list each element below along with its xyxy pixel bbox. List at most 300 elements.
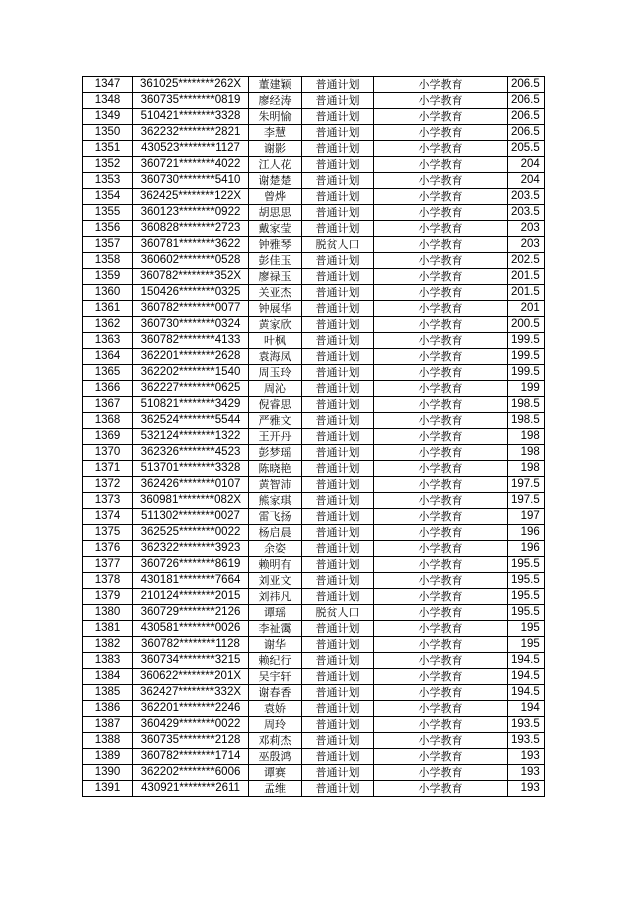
table-row (83, 253, 545, 269)
score-cell: 194.5 (508, 669, 545, 685)
table-row (83, 477, 545, 493)
seq-cell: 1355 (83, 205, 133, 221)
seq-cell: 1381 (83, 621, 133, 637)
seq-cell: 1366 (83, 381, 133, 397)
student-name-cell: 谢楚楚 (249, 173, 302, 189)
id-number-cell: 361025********262X (133, 77, 249, 93)
table-row (83, 541, 545, 557)
score-cell: 195 (508, 621, 545, 637)
score-cell: 193 (508, 781, 545, 797)
plan-type-cell: 普通计划 (302, 445, 374, 461)
table-row (83, 781, 545, 797)
table-row (83, 269, 545, 285)
seq-cell: 1361 (83, 301, 133, 317)
id-number-cell: 511302********0027 (133, 509, 249, 525)
score-cell: 198 (508, 445, 545, 461)
seq-cell: 1365 (83, 365, 133, 381)
major-cell: 小学教育 (374, 685, 508, 701)
id-number-cell: 150426********0325 (133, 285, 249, 301)
score-cell: 202.5 (508, 253, 545, 269)
id-number-cell: 362322********3923 (133, 541, 249, 557)
plan-type-cell: 普通计划 (302, 301, 374, 317)
id-number-cell: 360622********201X (133, 669, 249, 685)
plan-type-cell: 普通计划 (302, 221, 374, 237)
student-name-cell: 江人花 (249, 157, 302, 173)
student-name-cell: 董建颖 (249, 77, 302, 93)
score-cell: 204 (508, 157, 545, 173)
seq-cell: 1379 (83, 589, 133, 605)
table-row (83, 413, 545, 429)
major-cell: 小学教育 (374, 141, 508, 157)
major-cell: 小学教育 (374, 173, 508, 189)
id-number-cell: 532124********1322 (133, 429, 249, 445)
plan-type-cell: 普通计划 (302, 717, 374, 733)
student-name-cell: 巫殷鸿 (249, 749, 302, 765)
student-name-cell: 周沁 (249, 381, 302, 397)
plan-type-cell: 普通计划 (302, 461, 374, 477)
plan-type-cell: 普通计划 (302, 765, 374, 781)
major-cell: 小学教育 (374, 269, 508, 285)
plan-type-cell: 普通计划 (302, 573, 374, 589)
table-row (83, 621, 545, 637)
score-cell: 203.5 (508, 189, 545, 205)
id-number-cell: 360781********3622 (133, 237, 249, 253)
score-cell: 201 (508, 301, 545, 317)
table-row (83, 93, 545, 109)
id-number-cell: 362202********6006 (133, 765, 249, 781)
table-row (83, 381, 545, 397)
plan-type-cell: 普通计划 (302, 621, 374, 637)
table-row (83, 301, 545, 317)
seq-cell: 1383 (83, 653, 133, 669)
student-name-cell: 杨启晨 (249, 525, 302, 541)
score-cell: 206.5 (508, 93, 545, 109)
table-row (83, 637, 545, 653)
seq-cell: 1391 (83, 781, 133, 797)
seq-cell: 1354 (83, 189, 133, 205)
score-cell: 194.5 (508, 653, 545, 669)
id-number-cell: 360429********0022 (133, 717, 249, 733)
seq-cell: 1389 (83, 749, 133, 765)
major-cell: 小学教育 (374, 589, 508, 605)
major-cell: 小学教育 (374, 573, 508, 589)
score-cell: 205.5 (508, 141, 545, 157)
plan-type-cell: 普通计划 (302, 381, 374, 397)
student-name-cell: 周玉玲 (249, 365, 302, 381)
student-name-cell: 谢影 (249, 141, 302, 157)
score-cell: 194.5 (508, 685, 545, 701)
score-cell: 198 (508, 461, 545, 477)
seq-cell: 1349 (83, 109, 133, 125)
score-cell: 195.5 (508, 589, 545, 605)
student-name-cell: 彭梦瑶 (249, 445, 302, 461)
major-cell: 小学教育 (374, 349, 508, 365)
table-row (83, 333, 545, 349)
score-cell: 195.5 (508, 605, 545, 621)
student-name-cell: 刘祎凡 (249, 589, 302, 605)
student-name-cell: 李祉霭 (249, 621, 302, 637)
plan-type-cell: 普通计划 (302, 141, 374, 157)
major-cell: 小学教育 (374, 541, 508, 557)
seq-cell: 1384 (83, 669, 133, 685)
id-number-cell: 430523********1127 (133, 141, 249, 157)
table-row (83, 509, 545, 525)
major-cell: 小学教育 (374, 701, 508, 717)
seq-cell: 1376 (83, 541, 133, 557)
student-name-cell: 朱明愉 (249, 109, 302, 125)
id-number-cell: 362326********4523 (133, 445, 249, 461)
major-cell: 小学教育 (374, 125, 508, 141)
seq-cell: 1359 (83, 269, 133, 285)
major-cell: 小学教育 (374, 653, 508, 669)
score-cell: 197.5 (508, 493, 545, 509)
score-cell: 204 (508, 173, 545, 189)
id-number-cell: 360730********0324 (133, 317, 249, 333)
seq-cell: 1378 (83, 573, 133, 589)
student-name-cell: 袁海凤 (249, 349, 302, 365)
table-row (83, 733, 545, 749)
table-row (83, 173, 545, 189)
id-number-cell: 362426********0107 (133, 477, 249, 493)
student-name-cell: 邓莉杰 (249, 733, 302, 749)
seq-cell: 1362 (83, 317, 133, 333)
table-row (83, 573, 545, 589)
seq-cell: 1370 (83, 445, 133, 461)
table-row (83, 717, 545, 733)
student-name-cell: 黄家欣 (249, 317, 302, 333)
plan-type-cell: 普通计划 (302, 669, 374, 685)
seq-cell: 1358 (83, 253, 133, 269)
table-row (83, 557, 545, 573)
student-name-cell: 谭赛 (249, 765, 302, 781)
table-row (83, 349, 545, 365)
score-cell: 201.5 (508, 269, 545, 285)
major-cell: 小学教育 (374, 333, 508, 349)
table-row (83, 669, 545, 685)
plan-type-cell: 普通计划 (302, 205, 374, 221)
major-cell: 小学教育 (374, 253, 508, 269)
seq-cell: 1385 (83, 685, 133, 701)
id-number-cell: 510821********3429 (133, 397, 249, 413)
major-cell: 小学教育 (374, 765, 508, 781)
major-cell: 小学教育 (374, 669, 508, 685)
score-cell: 198.5 (508, 397, 545, 413)
student-name-cell: 叶枫 (249, 333, 302, 349)
score-cell: 203 (508, 221, 545, 237)
student-name-cell: 曾烨 (249, 189, 302, 205)
major-cell: 小学教育 (374, 301, 508, 317)
major-cell: 小学教育 (374, 637, 508, 653)
table-row (83, 365, 545, 381)
plan-type-cell: 普通计划 (302, 77, 374, 93)
table-row (83, 189, 545, 205)
student-name-cell: 李慧 (249, 125, 302, 141)
score-cell: 195 (508, 637, 545, 653)
score-cell: 203.5 (508, 205, 545, 221)
plan-type-cell: 普通计划 (302, 429, 374, 445)
plan-type-cell: 普通计划 (302, 685, 374, 701)
id-number-cell: 362425********122X (133, 189, 249, 205)
plan-type-cell: 普通计划 (302, 333, 374, 349)
plan-type-cell: 普通计划 (302, 541, 374, 557)
major-cell: 小学教育 (374, 445, 508, 461)
seq-cell: 1388 (83, 733, 133, 749)
table-row (83, 653, 545, 669)
major-cell: 小学教育 (374, 93, 508, 109)
seq-cell: 1374 (83, 509, 133, 525)
student-name-cell: 黄智沛 (249, 477, 302, 493)
student-name-cell: 王开丹 (249, 429, 302, 445)
table-row (83, 685, 545, 701)
student-name-cell: 关亚杰 (249, 285, 302, 301)
student-name-cell: 孟维 (249, 781, 302, 797)
plan-type-cell: 脱贫人口 (302, 237, 374, 253)
score-cell: 200.5 (508, 317, 545, 333)
score-cell: 195.5 (508, 573, 545, 589)
admission-list-table (82, 76, 545, 797)
score-cell: 197 (508, 509, 545, 525)
score-cell: 199 (508, 381, 545, 397)
plan-type-cell: 普通计划 (302, 125, 374, 141)
plan-type-cell: 普通计划 (302, 637, 374, 653)
table-row (83, 157, 545, 173)
plan-type-cell: 普通计划 (302, 253, 374, 269)
student-name-cell: 赖纪行 (249, 653, 302, 669)
major-cell: 小学教育 (374, 365, 508, 381)
table-row (83, 205, 545, 221)
table-row (83, 77, 545, 93)
plan-type-cell: 普通计划 (302, 733, 374, 749)
seq-cell: 1387 (83, 717, 133, 733)
score-cell: 195.5 (508, 557, 545, 573)
id-number-cell: 360735********2128 (133, 733, 249, 749)
seq-cell: 1371 (83, 461, 133, 477)
major-cell: 小学教育 (374, 285, 508, 301)
table-row (83, 445, 545, 461)
seq-cell: 1369 (83, 429, 133, 445)
major-cell: 小学教育 (374, 429, 508, 445)
major-cell: 小学教育 (374, 749, 508, 765)
seq-cell: 1367 (83, 397, 133, 413)
major-cell: 小学教育 (374, 557, 508, 573)
student-name-cell: 彭佳玉 (249, 253, 302, 269)
score-cell: 206.5 (508, 77, 545, 93)
student-name-cell: 廖禄玉 (249, 269, 302, 285)
plan-type-cell: 普通计划 (302, 589, 374, 605)
major-cell: 小学教育 (374, 733, 508, 749)
id-number-cell: 360123********0922 (133, 205, 249, 221)
seq-cell: 1364 (83, 349, 133, 365)
id-number-cell: 362524********5544 (133, 413, 249, 429)
table-row (83, 125, 545, 141)
plan-type-cell: 普通计划 (302, 493, 374, 509)
plan-type-cell: 普通计划 (302, 701, 374, 717)
student-name-cell: 赖明有 (249, 557, 302, 573)
score-cell: 193.5 (508, 733, 545, 749)
major-cell: 小学教育 (374, 717, 508, 733)
id-number-cell: 360782********1714 (133, 749, 249, 765)
seq-cell: 1351 (83, 141, 133, 157)
id-number-cell: 362227********0625 (133, 381, 249, 397)
score-cell: 201.5 (508, 285, 545, 301)
student-name-cell: 周玲 (249, 717, 302, 733)
id-number-cell: 360828********2723 (133, 221, 249, 237)
id-number-cell: 360602********0528 (133, 253, 249, 269)
major-cell: 小学教育 (374, 221, 508, 237)
student-name-cell: 廖经涛 (249, 93, 302, 109)
table-row (83, 765, 545, 781)
major-cell: 小学教育 (374, 317, 508, 333)
seq-cell: 1368 (83, 413, 133, 429)
plan-type-cell: 普通计划 (302, 653, 374, 669)
id-number-cell: 430921********2611 (133, 781, 249, 797)
seq-cell: 1377 (83, 557, 133, 573)
score-cell: 206.5 (508, 109, 545, 125)
id-number-cell: 430581********0026 (133, 621, 249, 637)
plan-type-cell: 普通计划 (302, 317, 374, 333)
id-number-cell: 430181********7664 (133, 573, 249, 589)
plan-type-cell: 普通计划 (302, 509, 374, 525)
seq-cell: 1350 (83, 125, 133, 141)
student-name-cell: 谢华 (249, 637, 302, 653)
id-number-cell: 210124********2015 (133, 589, 249, 605)
id-number-cell: 362427********332X (133, 685, 249, 701)
student-name-cell: 戴家莹 (249, 221, 302, 237)
major-cell: 小学教育 (374, 509, 508, 525)
student-name-cell: 钟展华 (249, 301, 302, 317)
major-cell: 小学教育 (374, 205, 508, 221)
table-row (83, 461, 545, 477)
id-number-cell: 360734********3215 (133, 653, 249, 669)
seq-cell: 1352 (83, 157, 133, 173)
score-cell: 199.5 (508, 349, 545, 365)
plan-type-cell: 普通计划 (302, 557, 374, 573)
student-name-cell: 谭瑶 (249, 605, 302, 621)
admission-list-body (83, 77, 545, 797)
id-number-cell: 360782********1128 (133, 637, 249, 653)
student-name-cell: 严雅文 (249, 413, 302, 429)
major-cell: 小学教育 (374, 381, 508, 397)
seq-cell: 1382 (83, 637, 133, 653)
score-cell: 198 (508, 429, 545, 445)
student-name-cell: 谢春香 (249, 685, 302, 701)
major-cell: 小学教育 (374, 109, 508, 125)
major-cell: 小学教育 (374, 605, 508, 621)
plan-type-cell: 脱贫人口 (302, 605, 374, 621)
plan-type-cell: 普通计划 (302, 189, 374, 205)
plan-type-cell: 普通计划 (302, 93, 374, 109)
id-number-cell: 360726********8619 (133, 557, 249, 573)
table-row (83, 589, 545, 605)
id-number-cell: 360735********0819 (133, 93, 249, 109)
plan-type-cell: 普通计划 (302, 349, 374, 365)
table-row (83, 317, 545, 333)
score-cell: 199.5 (508, 333, 545, 349)
plan-type-cell: 普通计划 (302, 477, 374, 493)
table-row (83, 525, 545, 541)
table-row (83, 141, 545, 157)
id-number-cell: 360729********2126 (133, 605, 249, 621)
student-name-cell: 陈晓艳 (249, 461, 302, 477)
table-row (83, 285, 545, 301)
seq-cell: 1372 (83, 477, 133, 493)
id-number-cell: 360981********082X (133, 493, 249, 509)
major-cell: 小学教育 (374, 157, 508, 173)
plan-type-cell: 普通计划 (302, 781, 374, 797)
plan-type-cell: 普通计划 (302, 413, 374, 429)
id-number-cell: 360782********352X (133, 269, 249, 285)
score-cell: 193.5 (508, 717, 545, 733)
score-cell: 206.5 (508, 125, 545, 141)
id-number-cell: 362202********1540 (133, 365, 249, 381)
id-number-cell: 362201********2246 (133, 701, 249, 717)
seq-cell: 1386 (83, 701, 133, 717)
seq-cell: 1375 (83, 525, 133, 541)
plan-type-cell: 普通计划 (302, 285, 374, 301)
plan-type-cell: 普通计划 (302, 173, 374, 189)
id-number-cell: 360730********5410 (133, 173, 249, 189)
score-cell: 198.5 (508, 413, 545, 429)
table-row (83, 429, 545, 445)
student-name-cell: 吴宇轩 (249, 669, 302, 685)
score-cell: 196 (508, 541, 545, 557)
table-row (83, 109, 545, 125)
plan-type-cell: 普通计划 (302, 525, 374, 541)
score-cell: 203 (508, 237, 545, 253)
table-row (83, 237, 545, 253)
seq-cell: 1373 (83, 493, 133, 509)
plan-type-cell: 普通计划 (302, 269, 374, 285)
id-number-cell: 360782********0077 (133, 301, 249, 317)
seq-cell: 1380 (83, 605, 133, 621)
seq-cell: 1348 (83, 93, 133, 109)
major-cell: 小学教育 (374, 413, 508, 429)
table-row (83, 493, 545, 509)
id-number-cell: 510421********3328 (133, 109, 249, 125)
student-name-cell: 熊家琪 (249, 493, 302, 509)
plan-type-cell: 普通计划 (302, 397, 374, 413)
major-cell: 小学教育 (374, 237, 508, 253)
seq-cell: 1357 (83, 237, 133, 253)
score-cell: 196 (508, 525, 545, 541)
seq-cell: 1390 (83, 765, 133, 781)
table-row (83, 701, 545, 717)
student-name-cell: 雷飞扬 (249, 509, 302, 525)
plan-type-cell: 普通计划 (302, 365, 374, 381)
score-cell: 193 (508, 765, 545, 781)
student-name-cell: 刘亚文 (249, 573, 302, 589)
score-cell: 194 (508, 701, 545, 717)
major-cell: 小学教育 (374, 525, 508, 541)
seq-cell: 1360 (83, 285, 133, 301)
table-row (83, 397, 545, 413)
id-number-cell: 362525********0022 (133, 525, 249, 541)
student-name-cell: 倪睿思 (249, 397, 302, 413)
id-number-cell: 360721********4022 (133, 157, 249, 173)
score-cell: 193 (508, 749, 545, 765)
score-cell: 197.5 (508, 477, 545, 493)
table-row (83, 605, 545, 621)
student-name-cell: 胡思思 (249, 205, 302, 221)
plan-type-cell: 普通计划 (302, 109, 374, 125)
seq-cell: 1347 (83, 77, 133, 93)
id-number-cell: 360782********4133 (133, 333, 249, 349)
plan-type-cell: 普通计划 (302, 749, 374, 765)
seq-cell: 1363 (83, 333, 133, 349)
major-cell: 小学教育 (374, 77, 508, 93)
score-cell: 199.5 (508, 365, 545, 381)
table-row (83, 749, 545, 765)
